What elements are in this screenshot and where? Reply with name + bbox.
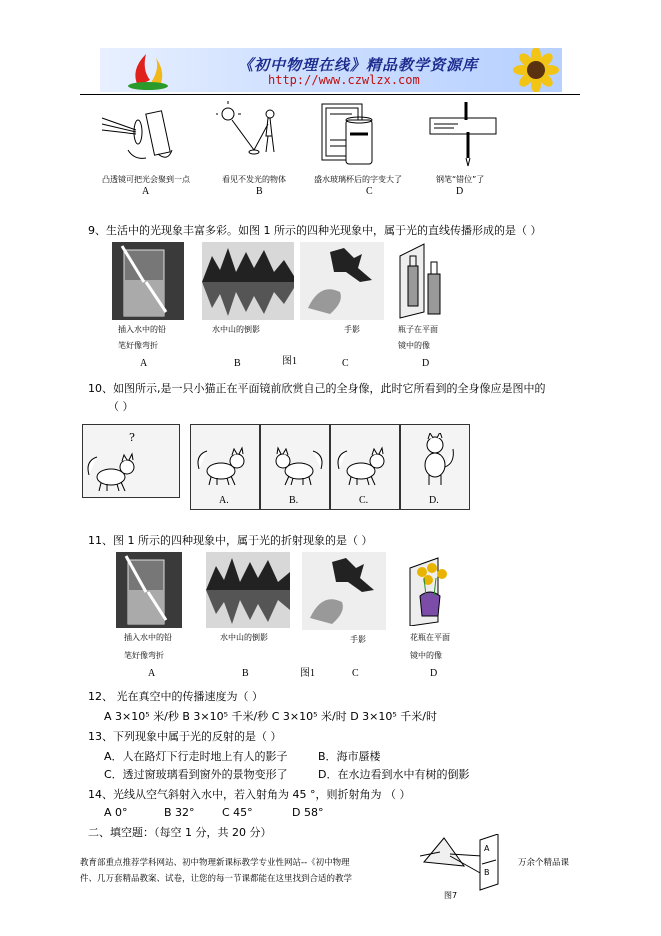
q11-mountain-reflection-photo xyxy=(206,552,290,628)
q13-option-a: A．人在路灯下行走时地上有人的影子 xyxy=(104,750,288,763)
section-fill-in-title: 二、填空题：（每空 1 分，共 20 分） xyxy=(88,826,272,839)
q9-hand-shadow-photo xyxy=(300,242,384,320)
q11-caption-d1: 花瓶在平面 xyxy=(410,633,450,642)
footer-line1: 教育部重点推荐学科网站、初中物理新课标教学专业性网站--《初中物理 xyxy=(80,858,350,868)
q9-caption-b: 水中山的倒影 xyxy=(212,325,260,334)
q9-caption-c: 手影 xyxy=(344,325,360,334)
q9-letter-d: D xyxy=(422,358,430,369)
q10-option-b-frame[interactable] xyxy=(260,424,330,510)
q11-letter-b: B xyxy=(242,668,249,679)
banner-title: 《初中物理在线》精品教学资源库 xyxy=(238,56,479,74)
pen-glass-illustration xyxy=(428,100,498,170)
q10-option-c-frame[interactable] xyxy=(330,424,400,510)
top-letter-a: A xyxy=(142,186,150,197)
cat-icon xyxy=(195,439,255,487)
lens-focus-illustration xyxy=(98,100,178,170)
q10-option-a-frame[interactable] xyxy=(190,424,260,510)
q13-text: 13、下列现象中属于光的反射的是（ ） xyxy=(88,730,282,743)
q10-text-line1: 10、如图所示,是一只小猫正在平面镜前欣赏自己的全身像，此时它所看到的全身像应是图中的 xyxy=(88,382,546,395)
q11-hand-shadow-photo xyxy=(302,552,386,630)
cat-icon xyxy=(265,439,325,487)
q11-caption-c: 手影 xyxy=(350,635,366,644)
top-letter-b: B xyxy=(256,186,263,197)
cat-icon xyxy=(85,445,145,493)
sunflower-icon xyxy=(510,48,562,92)
header-banner xyxy=(100,48,562,92)
top-caption-a: 凸透镜可把光会聚到一点 xyxy=(102,175,190,184)
q9-mountain-reflection-photo xyxy=(202,242,294,320)
top-caption-d: 钢笔“错位”了 xyxy=(436,175,485,184)
banner-url[interactable]: http://www.czwlzx.com xyxy=(268,73,420,87)
q12-options: A 3×10⁵ 米/秒 B 3×10⁵ 千米/秒 C 3×10⁵ 米/时 D 3×10⁵ 千米/时 xyxy=(104,710,437,723)
q11-caption-a2: 笔好像弯折 xyxy=(124,651,164,660)
q10-cat-mirror-scene xyxy=(82,424,180,498)
q10-letter-d: D. xyxy=(429,495,439,506)
glass-magnify-illustration xyxy=(318,100,384,170)
prism-diagram xyxy=(420,834,510,894)
q9-caption-d1: 瓶子在平面 xyxy=(398,325,438,334)
q9-figure-label: 图1 xyxy=(282,356,297,367)
q10-letter-a: A. xyxy=(219,495,229,506)
top-letter-d: D xyxy=(456,186,464,197)
q10-text-line2: （ ） xyxy=(108,400,134,413)
q13-option-b: B．海市蜃楼 xyxy=(318,750,381,763)
q12-text: 12、 光在真空中的传播速度为（ ） xyxy=(88,690,263,703)
q11-figure-label: 图1 xyxy=(300,668,315,679)
q9-letter-c: C xyxy=(342,358,349,369)
q14-option-c: C 45° xyxy=(222,806,253,819)
q9-pencil-in-water-photo xyxy=(112,242,184,320)
logo-icon xyxy=(120,50,180,90)
q10-letter-b: B. xyxy=(289,495,299,506)
q9-caption-a2: 笔好像弯折 xyxy=(118,341,158,350)
header-rule xyxy=(80,94,580,95)
prism-label-a: A xyxy=(484,844,490,853)
q9-caption-a1: 插入水中的铅 xyxy=(118,325,166,334)
q13-option-d: D．在水边看到水中有树的倒影 xyxy=(318,768,470,781)
top-caption-c: 盛水玻璃杯后的字变大了 xyxy=(314,175,402,184)
q9-letter-b: B xyxy=(234,358,241,369)
q11-letter-a: A xyxy=(148,668,156,679)
q11-caption-a1: 插入水中的铅 xyxy=(124,633,172,642)
q9-letter-a: A xyxy=(140,358,148,369)
cat-icon xyxy=(413,433,457,487)
q11-text: 11、图 1 所示的四种现象中，属于光的折射现象的是（ ） xyxy=(88,534,373,547)
q14-text: 14、光线从空气斜射入水中，若入射角为 45 °，则折射角为 （ ） xyxy=(88,788,411,801)
q9-text: 9、生活中的光现象丰富多彩。如图 1 所示的四种光现象中，属于光的直线传播形成的是（ ） xyxy=(88,224,542,237)
q11-letter-c: C xyxy=(352,668,359,679)
q10-option-d-frame[interactable] xyxy=(400,424,470,510)
sun-person-illustration xyxy=(216,100,286,170)
fig7-label: 图7 xyxy=(444,891,458,900)
footer-line1-end: 万余个精品课 xyxy=(518,858,570,868)
q11-vase-mirror-illustration xyxy=(408,556,458,626)
top-caption-b: 看见不发光的物体 xyxy=(222,175,286,184)
q14-option-d: D 58° xyxy=(292,806,324,819)
q11-caption-d2: 镜中的像 xyxy=(410,651,442,660)
q9-bottle-mirror-illustration xyxy=(398,242,448,320)
q14-option-b: B 32° xyxy=(164,806,195,819)
top-letter-c: C xyxy=(366,186,373,197)
q10-letter-c: C. xyxy=(359,495,369,506)
footer-line2: 件、几万套精品教案、试卷，让您的每一节课都能在这里找到合适的教学 xyxy=(80,874,353,884)
q9-caption-d2: 镜中的像 xyxy=(398,341,430,350)
cat-icon xyxy=(335,439,395,487)
q13-option-c: C．透过窗玻璃看到窗外的景物变形了 xyxy=(104,768,288,781)
q14-option-a: A 0° xyxy=(104,806,128,819)
q11-caption-b: 水中山的倒影 xyxy=(220,633,268,642)
prism-label-b: B xyxy=(484,868,490,877)
q10-question-mark: ? xyxy=(129,431,135,444)
q11-letter-d: D xyxy=(430,668,438,679)
q11-pencil-in-water-photo xyxy=(116,552,182,628)
